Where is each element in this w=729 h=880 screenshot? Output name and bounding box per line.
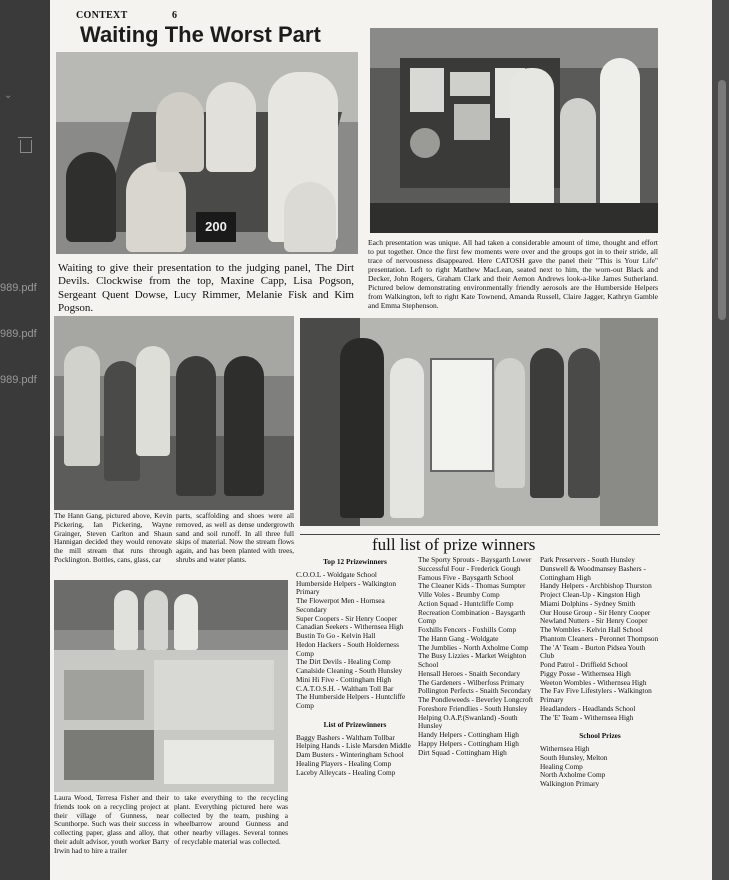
photo-hann-gang [54,316,294,510]
list-item: Foxhills Fencers - Foxhills Comp [418,625,517,634]
list-item: Baggy Bashers - Waltham Tollbar [296,732,395,742]
list-item: Mini Hi Five - Cottingham High [296,674,392,684]
list-item: The Gardeners - Wilberfoss Primary [418,677,525,687]
caption-hann-gang-col2: parts, scaffolding and shoes were all removed, as well as dense undergrowth sand and soil runoff. In all three full skips of material. Now the stream flows again, and has been planted with trees, shrubs and water plants. [176,511,294,564]
list-item: Happy Helpers - Cottingham High [418,738,519,748]
list-item: Handy Helpers - Cottingham High [418,730,519,739]
list-item: Miami Dolphins - Sydney Smith [540,598,636,608]
list-item: South Hunsley, Melton [540,752,608,762]
list-item: Piggy Posse - Withernsea High [540,668,631,678]
poster-200: 200 [196,212,236,242]
list-item: Super Coopers - Sir Henry Cooper [296,613,398,623]
list-item: The Jumblies - North Axholme Comp [418,642,529,652]
list-item: Canalside Cleaning - South Hunsley [296,666,403,675]
list-item: Ville Voles - Brumby Comp [418,590,500,599]
list-item: The Humberside Helpers - Huntcliffe Comp [296,692,406,710]
list-item: Successful Four - Frederick Gough [418,563,521,573]
list-item: Project Clean-Up - Kingston High [540,590,641,599]
list-item: The Hann Gang - Woldgate [418,633,499,643]
chevron-down-icon[interactable]: ⌄ [4,90,13,101]
list-item: Dunswell & Woodmansey Bashers - Cottingham High [540,563,646,582]
viewer-sidebar [0,0,50,880]
list-item: The 'E' Team - Withernsea High [540,712,634,722]
prize-list-title: full list of prize winners [372,535,536,554]
list-item: The Cleaner Kids - Thomas Sumpter [418,581,526,591]
caption-recycling-col1: Laura Wood, Terresa Fisher and their friends took on a recycling project at their village of Gunness, near Scunthorpe. Such was their success in collecting paper, glass and alloy, that their adult advisor, youth worker Barry Irwin had to hire a trailer [54,793,169,855]
list-item: The Busy Lizzies - Market Weighton School [418,651,527,669]
caption-hann-gang-col1: The Hann Gang, pictured above, Kevin Pickering, Ian Pickering, Wayne Grainger, Steven Carlton and Shaun Hannigan decided they would renovate the mill stream that runs through Pocklington. Bottles, cans, glass, car [54,511,172,564]
list-item: The 'A' Team - Burton Pidsea Youth Club [540,642,646,661]
sidebar-file-2[interactable]: 989.pdf [0,328,37,340]
prize-column-2 [418,556,536,757]
photo-recycling [54,580,288,792]
list-item: C.A.T.O.S.H. - Waltham Toll Bar [296,683,394,693]
list-item: C.O.O.L - Woldgate School [296,569,377,579]
list-item: Famous Five - Baysgarth School [418,572,514,582]
list-item: The Wombles - Kelvin Hall School [540,625,643,634]
list-item: Humberside Helpers - Walkington Primary [296,578,396,597]
list-item: The Flowerpot Men - Hornsea Secondary [296,596,385,614]
list-item: Park Preservers - South Hunsley [540,555,635,564]
scrollbar-track[interactable] [712,0,729,880]
list-item: Helping Hands - Lisle Marsden Middle [296,741,411,751]
list-item: The Dirt Devils - Healing Comp [296,657,391,667]
list-item: Hedon Hackers - South Holderness Comp [296,639,399,658]
list-item: Helping O.A.P.(Swanland) -South Hunsley [418,712,518,731]
list-heading: List of Prizewinners [323,719,387,729]
list-item: North Axholme Comp [540,770,606,780]
caption-dirt-devils: Waiting to give their presentation to the judging panel, The Dirt Devils. Clockwise from the top, Maxine Capp, Lisa Pogson, Sergeant Quent Dowse, Lucy Rimmer, Melanie Fisk and Kim Pogson. [58,262,354,315]
list-item: Our House Group - Sir Henry Cooper [540,607,651,617]
document-page [50,0,712,880]
scrollbar-thumb[interactable] [718,80,726,320]
list-item: Withernsea High [540,744,590,753]
list-item: Foreshore Friendlies - South Hunsley [418,703,528,713]
list-item: Headlanders - Headlands School [540,703,636,713]
list-item: Healing Players - Healing Comp [296,758,392,768]
page-number: 6 [172,10,177,21]
list-item: Weeton Wombles - Withernsea High [540,677,647,687]
photo-catosh-presentation [370,28,658,233]
caption-recycling-col2: to take everything to the recycling plant. Everything pictured here was collected by the team, pushing a wheelbarrow around Gunness and other nearby villages. Several tonnes of recyclable material was collected. [174,793,288,846]
list-item: Pollington Perfects - Snaith Secondary [418,686,532,696]
prize-column-1 [296,556,414,777]
top12-heading: Top 12 Prizewinners [323,557,387,566]
caption-presentation: Each presentation was unique. All had taken a considerable amount of time, thought and effort to put together. Once the first few moments were over and the groups got in to their stride, all trace of nervousness disappeared. Here CATOSH gave the panel their "This is Your Life" presentation. Left to right Matthew MacLean, seated next to him, the worn-out Black and Decker, John Rogers, Graham Clark and their Aemon Andrews look-a-like James Sutherland. Pictured below demonstrating environmentally friendly aerosols are the Humberside Helpers from Walkington, left to right Kate Townend, Amanda Russell, Claire Jagger, Kathryn Gamble and Emma Stephenson. [368,238,658,310]
list-item: Canadian Seekers - Withernsea High [296,622,404,632]
list-item: Action Squad - Huntcliffe Comp [418,598,514,608]
list-item: Handy Helpers - Archbishop Thurston [540,581,652,591]
list-item: Newland Nutters - Sir Henry Cooper [540,616,648,626]
list-item: Pond Patrol - Driffield School [540,660,628,669]
list-item: Healing Comp [540,761,583,771]
list-item: Bustin To Go - Kelvin Hall [296,631,376,640]
list-item: The Pondleweeds - Beverley Longcroft [418,695,534,704]
list-item: The Fav Five Lifestylers - Walkington Primary [540,686,652,704]
list-item: Laceby Alleycats - Healing Comp [296,767,396,777]
list-item: Phantom Cleaners - Peronnet Thompson [540,633,659,643]
list-item: Dam Busters - Winteringham School [296,750,404,759]
list-item: The Sporty Sprouts - Baysgarth Lower [418,555,532,564]
photo-humberside-helpers [300,318,658,526]
sidebar-file-3[interactable]: 989.pdf [0,374,37,386]
sidebar-file-1[interactable]: 989.pdf [0,282,37,294]
list-item: Walkington Primary [540,779,600,788]
section-label: CONTEXT [76,10,128,21]
list-item: Dirt Squad - Cottingham High [418,747,507,757]
prize-column-3 [540,556,660,789]
list-item: Recreation Combination - Baysgarth Comp [418,607,526,626]
page-headline: Waiting The Worst Part [80,22,321,47]
list-item: Hensall Heroes - Snaith Secondary [418,668,521,678]
photo-dirt-devils [56,52,358,254]
trash-icon[interactable] [20,140,32,153]
school-prizes-heading: School Prizes [579,731,621,741]
